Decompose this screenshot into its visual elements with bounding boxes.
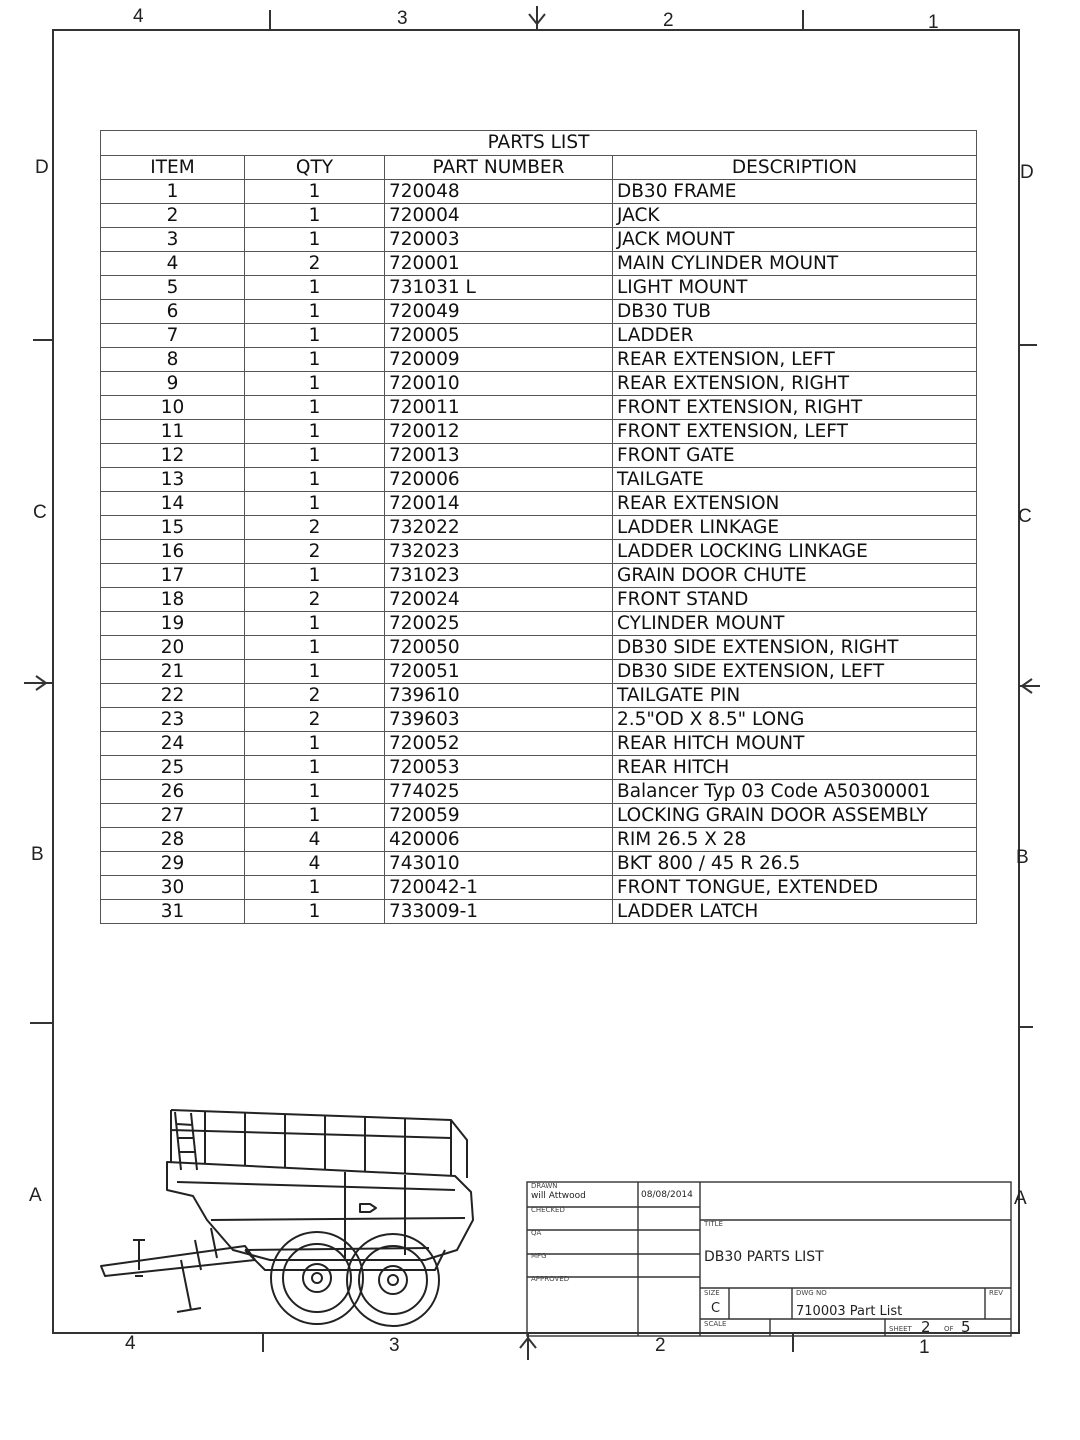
cell-description: FRONT EXTENSION, RIGHT [613, 396, 977, 420]
cell-description: 2.5"OD X 8.5" LONG [613, 708, 977, 732]
cell-item: 22 [101, 684, 245, 708]
cell-item: 2 [101, 204, 245, 228]
cell-item: 1 [101, 180, 245, 204]
cell-description: LADDER LATCH [613, 900, 977, 924]
cell-description: FRONT TONGUE, EXTENDED [613, 876, 977, 900]
cell-qty: 1 [245, 300, 385, 324]
tb-size: C [711, 1301, 721, 1316]
cell-item: 10 [101, 396, 245, 420]
tb-dwg-no-label: DWG NO [796, 1289, 827, 1297]
cell-part-number: 720053 [385, 756, 613, 780]
cell-item: 9 [101, 372, 245, 396]
cell-description: FRONT STAND [613, 588, 977, 612]
cell-part-number: 720001 [385, 252, 613, 276]
cell-item: 4 [101, 252, 245, 276]
tb-scale-label: SCALE [704, 1320, 727, 1328]
cell-qty: 1 [245, 900, 385, 924]
cell-part-number: 720049 [385, 300, 613, 324]
cell-qty: 2 [245, 252, 385, 276]
cell-part-number: 720012 [385, 420, 613, 444]
zone-col-top-2: 2 [663, 10, 674, 31]
zone-row-left-c: C [33, 502, 47, 523]
cell-description: TAILGATE [613, 468, 977, 492]
tb-sheet-label: SHEET [889, 1325, 912, 1333]
tb-mfg-label: MFG [531, 1252, 547, 1260]
tb-size-label: SIZE [704, 1289, 720, 1297]
cell-description: DB30 FRAME [613, 180, 977, 204]
cell-part-number: 739610 [385, 684, 613, 708]
cell-description: REAR EXTENSION, RIGHT [613, 372, 977, 396]
parts-list-title: PARTS LIST [101, 131, 977, 156]
cell-description: DB30 SIDE EXTENSION, LEFT [613, 660, 977, 684]
cell-part-number: 732023 [385, 540, 613, 564]
cell-item: 12 [101, 444, 245, 468]
cell-item: 6 [101, 300, 245, 324]
cell-item: 18 [101, 588, 245, 612]
cell-qty: 1 [245, 660, 385, 684]
cell-description: LADDER LINKAGE [613, 516, 977, 540]
tb-sheet-number: 2 [921, 1318, 931, 1336]
cell-description: MAIN CYLINDER MOUNT [613, 252, 977, 276]
cell-qty: 2 [245, 708, 385, 732]
zone-row-right-a: A [1014, 1188, 1027, 1209]
cell-item: 28 [101, 828, 245, 852]
cell-description: REAR EXTENSION, LEFT [613, 348, 977, 372]
header-description: DESCRIPTION [613, 156, 977, 180]
cell-description: Balancer Typ 03 Code A50300001 [613, 780, 977, 804]
cell-part-number: 420006 [385, 828, 613, 852]
cell-item: 21 [101, 660, 245, 684]
cell-part-number: 720014 [385, 492, 613, 516]
zone-row-right-c: C [1018, 506, 1032, 527]
cell-part-number: 720005 [385, 324, 613, 348]
cell-part-number: 720010 [385, 372, 613, 396]
cell-qty: 1 [245, 780, 385, 804]
cell-qty: 1 [245, 396, 385, 420]
cell-qty: 1 [245, 636, 385, 660]
zone-row-left-d: D [35, 157, 49, 178]
cell-qty: 1 [245, 372, 385, 396]
cell-part-number: 720003 [385, 228, 613, 252]
cell-qty: 1 [245, 276, 385, 300]
cell-qty: 1 [245, 324, 385, 348]
cell-item: 3 [101, 228, 245, 252]
zone-col-bottom-3: 3 [389, 1335, 400, 1356]
tb-drawn-label: DRAWN [531, 1182, 558, 1190]
zone-col-top-3: 3 [397, 8, 408, 29]
cell-description: DB30 SIDE EXTENSION, RIGHT [613, 636, 977, 660]
cell-qty: 2 [245, 516, 385, 540]
tb-sheet-total: 5 [961, 1318, 971, 1336]
zone-col-bottom-2: 2 [655, 1335, 666, 1356]
tb-of-label: OF [944, 1325, 954, 1333]
cell-item: 30 [101, 876, 245, 900]
cell-item: 26 [101, 780, 245, 804]
cell-qty: 1 [245, 492, 385, 516]
cell-description: LADDER LOCKING LINKAGE [613, 540, 977, 564]
cell-qty: 1 [245, 876, 385, 900]
cell-qty: 2 [245, 540, 385, 564]
cell-item: 5 [101, 276, 245, 300]
cell-description: DB30 TUB [613, 300, 977, 324]
tb-checked-label: CHECKED [531, 1206, 565, 1214]
zone-row-right-b: B [1016, 847, 1029, 868]
cell-qty: 1 [245, 444, 385, 468]
cell-part-number: 739603 [385, 708, 613, 732]
cell-part-number: 733009-1 [385, 900, 613, 924]
cell-qty: 1 [245, 612, 385, 636]
cell-description: JACK [613, 204, 977, 228]
cell-item: 25 [101, 756, 245, 780]
cell-item: 29 [101, 852, 245, 876]
cell-description: FRONT EXTENSION, LEFT [613, 420, 977, 444]
cell-qty: 1 [245, 420, 385, 444]
zone-col-bottom-4: 4 [125, 1333, 136, 1354]
zone-row-left-b: B [31, 844, 44, 865]
cell-description: BKT 800 / 45 R 26.5 [613, 852, 977, 876]
cell-part-number: 720042-1 [385, 876, 613, 900]
tb-qa-label: QA [531, 1229, 542, 1237]
cell-qty: 1 [245, 180, 385, 204]
cell-part-number: 720025 [385, 612, 613, 636]
cell-item: 19 [101, 612, 245, 636]
tb-drawn-by: will Attwood [531, 1191, 586, 1201]
cell-part-number: 720050 [385, 636, 613, 660]
cell-description: CYLINDER MOUNT [613, 612, 977, 636]
cell-qty: 1 [245, 468, 385, 492]
cell-item: 8 [101, 348, 245, 372]
cell-qty: 1 [245, 804, 385, 828]
cell-part-number: 720011 [385, 396, 613, 420]
tb-rev-label: REV [989, 1289, 1004, 1297]
cell-item: 23 [101, 708, 245, 732]
cell-description: LOCKING GRAIN DOOR ASSEMBLY [613, 804, 977, 828]
cell-description: GRAIN DOOR CHUTE [613, 564, 977, 588]
tb-title-label: TITLE [704, 1220, 723, 1228]
cell-qty: 4 [245, 828, 385, 852]
cell-part-number: 732022 [385, 516, 613, 540]
cell-description: FRONT GATE [613, 444, 977, 468]
cell-part-number: 720006 [385, 468, 613, 492]
cell-part-number: 774025 [385, 780, 613, 804]
cell-item: 15 [101, 516, 245, 540]
cell-part-number: 720009 [385, 348, 613, 372]
cell-description: RIM 26.5 X 28 [613, 828, 977, 852]
zone-col-bottom-1: 1 [919, 1337, 930, 1358]
cell-description: REAR HITCH MOUNT [613, 732, 977, 756]
cell-item: 14 [101, 492, 245, 516]
cell-part-number: 731023 [385, 564, 613, 588]
tb-approved-label: APPROVED [531, 1275, 570, 1283]
cell-item: 13 [101, 468, 245, 492]
zone-row-right-d: D [1020, 162, 1034, 183]
cell-qty: 1 [245, 564, 385, 588]
cell-part-number: 720024 [385, 588, 613, 612]
header-item: ITEM [101, 156, 245, 180]
cell-item: 11 [101, 420, 245, 444]
cell-description: JACK MOUNT [613, 228, 977, 252]
cell-part-number: 720048 [385, 180, 613, 204]
cell-part-number: 743010 [385, 852, 613, 876]
cell-qty: 1 [245, 228, 385, 252]
cell-item: 20 [101, 636, 245, 660]
cell-qty: 1 [245, 204, 385, 228]
tb-dwg-no: 710003 Part List [796, 1304, 903, 1319]
tb-drawn-date: 08/08/2014 [641, 1190, 693, 1200]
header-qty: QTY [245, 156, 385, 180]
cell-part-number: 720059 [385, 804, 613, 828]
cell-part-number: 720013 [385, 444, 613, 468]
cell-part-number: 720052 [385, 732, 613, 756]
header-part-number: PART NUMBER [385, 156, 613, 180]
cell-qty: 2 [245, 684, 385, 708]
zone-row-left-a: A [29, 1185, 42, 1206]
cell-qty: 1 [245, 732, 385, 756]
cell-description: TAILGATE PIN [613, 684, 977, 708]
cell-item: 16 [101, 540, 245, 564]
cell-part-number: 720004 [385, 204, 613, 228]
cell-part-number: 720051 [385, 660, 613, 684]
cell-item: 17 [101, 564, 245, 588]
cell-description: REAR EXTENSION [613, 492, 977, 516]
cell-item: 7 [101, 324, 245, 348]
cell-description: REAR HITCH [613, 756, 977, 780]
zone-col-top-4: 4 [133, 6, 144, 27]
cell-qty: 1 [245, 348, 385, 372]
tb-title: DB30 PARTS LIST [704, 1249, 824, 1265]
cell-qty: 4 [245, 852, 385, 876]
cell-item: 31 [101, 900, 245, 924]
cell-description: LIGHT MOUNT [613, 276, 977, 300]
cell-qty: 1 [245, 756, 385, 780]
cell-item: 24 [101, 732, 245, 756]
cell-item: 27 [101, 804, 245, 828]
cell-description: LADDER [613, 324, 977, 348]
cell-qty: 2 [245, 588, 385, 612]
cell-part-number: 731031 L [385, 276, 613, 300]
zone-col-top-1: 1 [928, 12, 939, 33]
